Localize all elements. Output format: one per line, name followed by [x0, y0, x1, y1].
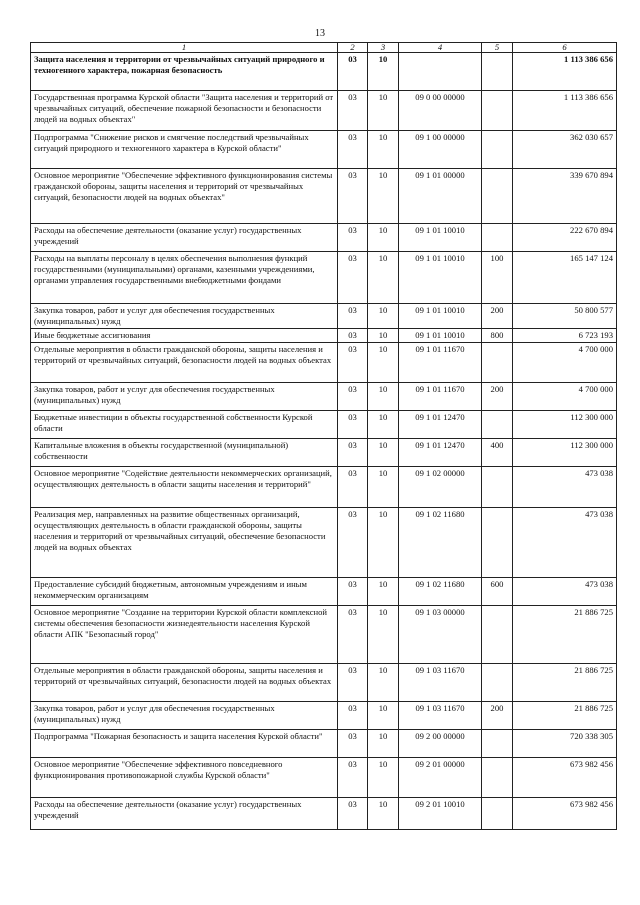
- table-row: [31, 702, 617, 730]
- expense-type-code: [482, 467, 513, 508]
- row-description: Расходы на выплаты персоналу в целях обеспечения выполнения функций государственными (муниципальными) органами, казенными учреждениями, органами управления государственными внебюджетными фондами: [31, 252, 338, 304]
- target-article-code: [399, 53, 482, 91]
- target-article-code: 09 1 01 10010: [399, 224, 482, 252]
- table-row: [31, 131, 617, 169]
- amount-value: 112 300 000: [513, 411, 617, 439]
- subsection-code: 10: [368, 606, 399, 664]
- column-number: 5: [482, 43, 513, 53]
- row-description: Основное мероприятие "Содействие деятельности некоммерческих организаций, осуществляющих деятельность в области защиты населения и территорий": [31, 467, 338, 508]
- target-article-code: 09 2 01 10010: [399, 798, 482, 830]
- target-article-code: 09 1 00 00000: [399, 131, 482, 169]
- amount-value: 473 038: [513, 578, 617, 606]
- row-description: Расходы на обеспечение деятельности (оказание услуг) государственных учреждений: [31, 798, 338, 830]
- page-number: 13: [315, 28, 325, 39]
- target-article-code: 09 1 03 00000: [399, 606, 482, 664]
- expense-type-code: [482, 343, 513, 383]
- row-description: Закупка товаров, работ и услуг для обеспечения государственных (муниципальных) нужд: [31, 304, 338, 329]
- section-code: 03: [338, 798, 368, 830]
- section-code: 03: [338, 329, 368, 343]
- table-row: [31, 758, 617, 798]
- target-article-code: 09 1 02 00000: [399, 467, 482, 508]
- expense-type-code: [482, 664, 513, 702]
- subsection-code: 10: [368, 53, 399, 91]
- expense-type-code: [482, 606, 513, 664]
- target-article-code: 09 1 01 10010: [399, 304, 482, 329]
- target-article-code: 09 2 01 00000: [399, 758, 482, 798]
- column-number: 4: [399, 43, 482, 53]
- target-article-code: 09 1 03 11670: [399, 664, 482, 702]
- row-description: Основное мероприятие "Создание на территории Курской области комплексной системы обеспечения безопасности жизнедеятельности населения Курской области АПК "Безопасный город": [31, 606, 338, 664]
- subsection-code: 10: [368, 383, 399, 411]
- section-code: 03: [338, 411, 368, 439]
- expense-type-code: [482, 91, 513, 131]
- section-code: 03: [338, 606, 368, 664]
- expense-type-code: 100: [482, 252, 513, 304]
- section-code: 03: [338, 467, 368, 508]
- expense-type-code: [482, 798, 513, 830]
- expense-type-code: 200: [482, 304, 513, 329]
- target-article-code: 09 1 01 12470: [399, 439, 482, 467]
- subsection-code: 10: [368, 730, 399, 758]
- table-row: [31, 169, 617, 224]
- row-description: Реализация мер, направленных на развитие общественных организаций, осуществляющих деятельность в области гражданской обороны, защиты населения и территорий от чрезвычайных ситуаций, обеспечение безопасности людей на водных объектах: [31, 508, 338, 578]
- target-article-code: 09 1 03 11670: [399, 702, 482, 730]
- section-code: 03: [338, 664, 368, 702]
- table-row: [31, 329, 617, 343]
- table-row: [31, 252, 617, 304]
- row-description: Основное мероприятие "Обеспечение эффективного функционирования системы гражданской обороны, защиты населения и территорий от чрезвычайных ситуаций, безопасности людей на водных объектах": [31, 169, 338, 224]
- subsection-code: 10: [368, 224, 399, 252]
- section-code: 03: [338, 383, 368, 411]
- target-article-code: 09 1 01 12470: [399, 411, 482, 439]
- section-code: 03: [338, 252, 368, 304]
- target-article-code: 09 1 01 00000: [399, 169, 482, 224]
- amount-value: 673 982 456: [513, 798, 617, 830]
- section-code: 03: [338, 508, 368, 578]
- subsection-code: 10: [368, 252, 399, 304]
- amount-value: 339 670 894: [513, 169, 617, 224]
- table-row: [31, 606, 617, 664]
- row-description: Иные бюджетные ассигнования: [31, 329, 338, 343]
- subsection-code: 10: [368, 91, 399, 131]
- amount-value: 1 113 386 656: [513, 53, 617, 91]
- amount-value: 362 030 657: [513, 131, 617, 169]
- budget-table: [30, 42, 617, 830]
- subsection-code: 10: [368, 798, 399, 830]
- column-number-row: [31, 43, 617, 53]
- table-row: [31, 508, 617, 578]
- amount-value: 21 886 725: [513, 664, 617, 702]
- column-number: 1: [31, 43, 338, 53]
- row-description: Закупка товаров, работ и услуг для обеспечения государственных (муниципальных) нужд: [31, 702, 338, 730]
- subsection-code: 10: [368, 304, 399, 329]
- table-row: [31, 224, 617, 252]
- table-row: [31, 798, 617, 830]
- row-description: Подпрограмма "Снижение рисков и смягчение последствий чрезвычайных ситуаций природного и техногенного характера в Курской области": [31, 131, 338, 169]
- table-row: [31, 53, 617, 91]
- amount-value: 673 982 456: [513, 758, 617, 798]
- expense-type-code: 400: [482, 439, 513, 467]
- target-article-code: 09 1 01 10010: [399, 329, 482, 343]
- target-article-code: 09 1 02 11680: [399, 508, 482, 578]
- amount-value: 222 670 894: [513, 224, 617, 252]
- subsection-code: 10: [368, 758, 399, 798]
- expense-type-code: 200: [482, 383, 513, 411]
- section-code: 03: [338, 304, 368, 329]
- column-number: 6: [513, 43, 617, 53]
- row-description: Расходы на обеспечение деятельности (оказание услуг) государственных учреждений: [31, 224, 338, 252]
- section-code: 03: [338, 702, 368, 730]
- subsection-code: 10: [368, 702, 399, 730]
- row-description: Защита населения и территории от чрезвычайных ситуаций природного и техногенного характера, пожарная безопасность: [31, 53, 338, 91]
- section-code: 03: [338, 343, 368, 383]
- row-description: Капитальные вложения в объекты государственной (муниципальной) собственности: [31, 439, 338, 467]
- table-row: [31, 411, 617, 439]
- subsection-code: 10: [368, 467, 399, 508]
- table-row: [31, 578, 617, 606]
- expense-type-code: [482, 169, 513, 224]
- row-description: Государственная программа Курской области "Защита населения и территорий от чрезвычайных ситуаций, обеспечение пожарной безопасности и безопасности людей на водных объектах": [31, 91, 338, 131]
- expense-type-code: [482, 131, 513, 169]
- table-row: [31, 664, 617, 702]
- subsection-code: 10: [368, 169, 399, 224]
- subsection-code: 10: [368, 131, 399, 169]
- amount-value: 21 886 725: [513, 606, 617, 664]
- expense-type-code: [482, 508, 513, 578]
- amount-value: 473 038: [513, 467, 617, 508]
- section-code: 03: [338, 578, 368, 606]
- amount-value: 50 800 577: [513, 304, 617, 329]
- expense-type-code: 600: [482, 578, 513, 606]
- expense-type-code: [482, 758, 513, 798]
- section-code: 03: [338, 730, 368, 758]
- table-row: [31, 730, 617, 758]
- section-code: 03: [338, 439, 368, 467]
- subsection-code: 10: [368, 411, 399, 439]
- expense-type-code: [482, 224, 513, 252]
- amount-value: 1 113 386 656: [513, 91, 617, 131]
- row-description: Подпрограмма "Пожарная безопасность и защита населения Курской области": [31, 730, 338, 758]
- target-article-code: 09 1 01 10010: [399, 252, 482, 304]
- target-article-code: 09 2 00 00000: [399, 730, 482, 758]
- subsection-code: 10: [368, 329, 399, 343]
- row-description: Предоставление субсидий бюджетным, автономным учреждениям и иным некоммерческим организациям: [31, 578, 338, 606]
- row-description: Отдельные мероприятия в области гражданской обороны, защиты населения и территорий от чрезвычайных ситуаций, безопасности людей на водных объектах: [31, 664, 338, 702]
- table-row: [31, 343, 617, 383]
- section-code: 03: [338, 131, 368, 169]
- table-row: [31, 304, 617, 329]
- section-code: 03: [338, 758, 368, 798]
- section-code: 03: [338, 53, 368, 91]
- target-article-code: 09 1 02 11680: [399, 578, 482, 606]
- table-row: [31, 91, 617, 131]
- column-number: 2: [338, 43, 368, 53]
- expense-type-code: [482, 411, 513, 439]
- amount-value: 6 723 193: [513, 329, 617, 343]
- table-row: [31, 383, 617, 411]
- section-code: 03: [338, 224, 368, 252]
- subsection-code: 10: [368, 664, 399, 702]
- subsection-code: 10: [368, 578, 399, 606]
- amount-value: 21 886 725: [513, 702, 617, 730]
- amount-value: 720 338 305: [513, 730, 617, 758]
- expense-type-code: 200: [482, 702, 513, 730]
- row-description: Бюджетные инвестиции в объекты государственной собственности Курской области: [31, 411, 338, 439]
- subsection-code: 10: [368, 343, 399, 383]
- subsection-code: 10: [368, 439, 399, 467]
- target-article-code: 09 1 01 11670: [399, 343, 482, 383]
- expense-type-code: [482, 53, 513, 91]
- table-row: [31, 467, 617, 508]
- target-article-code: 09 1 01 11670: [399, 383, 482, 411]
- expense-type-code: 800: [482, 329, 513, 343]
- section-code: 03: [338, 169, 368, 224]
- row-description: Основное мероприятие "Обеспечение эффективного повседневного функционирования противопожарной службы Курской области": [31, 758, 338, 798]
- amount-value: 473 038: [513, 508, 617, 578]
- row-description: Закупка товаров, работ и услуг для обеспечения государственных (муниципальных) нужд: [31, 383, 338, 411]
- column-number: 3: [368, 43, 399, 53]
- amount-value: 112 300 000: [513, 439, 617, 467]
- amount-value: 165 147 124: [513, 252, 617, 304]
- amount-value: 4 700 000: [513, 383, 617, 411]
- target-article-code: 09 0 00 00000: [399, 91, 482, 131]
- amount-value: 4 700 000: [513, 343, 617, 383]
- expense-type-code: [482, 730, 513, 758]
- row-description: Отдельные мероприятия в области гражданской обороны, защиты населения и территорий от чрезвычайных ситуаций, безопасности людей на водных объектах: [31, 343, 338, 383]
- subsection-code: 10: [368, 508, 399, 578]
- section-code: 03: [338, 91, 368, 131]
- table-row: [31, 439, 617, 467]
